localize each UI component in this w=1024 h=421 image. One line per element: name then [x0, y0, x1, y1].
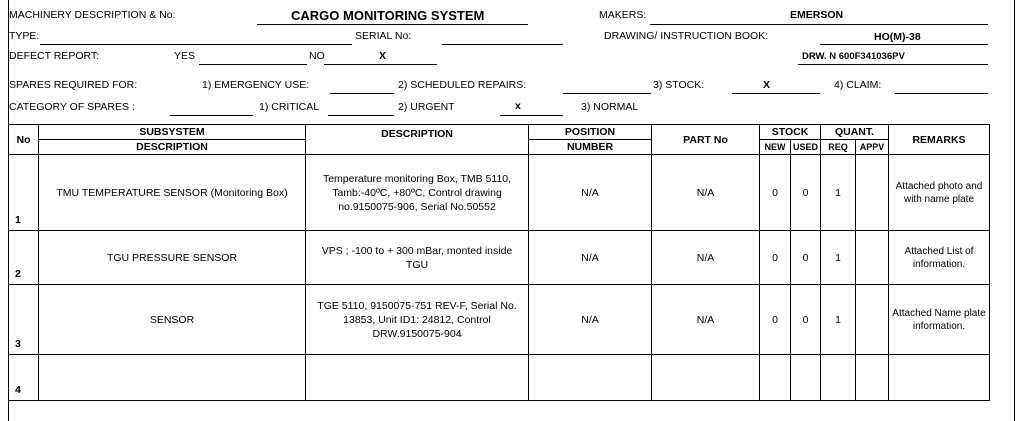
row-number: 1 [9, 155, 39, 231]
defect-label: DEFECT REPORT: [9, 50, 100, 62]
stock-used-cell [791, 355, 821, 401]
remarks-cell: Attached Name plate information. [889, 285, 990, 355]
serial-label: SERIAL No: [355, 30, 412, 42]
subsystem-cell [39, 355, 306, 401]
defect-no-mark: X [379, 50, 387, 62]
emergency-label: 1) EMERGENCY USE: [202, 79, 310, 91]
drawing-value: HO(M)-38 [874, 31, 921, 43]
form-right-border [1014, 0, 1015, 421]
yes-underline [199, 64, 307, 65]
critical-underline [328, 115, 394, 116]
col-stock-header: STOCK [760, 125, 821, 140]
row-number: 4 [9, 355, 39, 401]
stock-new-cell [760, 355, 791, 401]
drawing-underline [820, 44, 988, 45]
category-underline [170, 115, 253, 116]
stock-used-cell: 0 [791, 285, 821, 355]
col-position-header: POSITION [529, 125, 652, 140]
quant-appv-cell [856, 285, 889, 355]
col-subsystem-header-2: DESCRIPTION [39, 140, 306, 155]
quant-req-cell [821, 355, 856, 401]
machinery-value: CARGO MONITORING SYSTEM [291, 8, 485, 23]
quant-req-cell: 1 [821, 155, 856, 231]
quant-appv-cell [856, 355, 889, 401]
quant-appv-cell [856, 155, 889, 231]
critical-label: 1) CRITICAL [259, 101, 320, 113]
row-number: 3 [9, 285, 39, 355]
makers-underline [650, 24, 988, 25]
remarks-cell: Attached photo and with name plate [889, 155, 990, 231]
col-position-header-2: NUMBER [529, 140, 652, 155]
claim-underline [895, 93, 988, 94]
normal-label: 3) NORMAL [581, 101, 639, 113]
defect-no-label: NO [309, 50, 325, 62]
partno-cell: N/A [652, 285, 760, 355]
stock-mark: X [763, 79, 771, 91]
position-cell: N/A [529, 155, 652, 231]
col-description-header: DESCRIPTION [306, 125, 529, 155]
col-new-header: NEW [760, 140, 791, 155]
table-row [9, 355, 990, 401]
remarks-cell [889, 355, 990, 401]
position-cell [529, 355, 652, 401]
partno-cell: N/A [652, 155, 760, 231]
urgent-underline [500, 115, 563, 116]
machinery-label: MACHINERY DESCRIPTION & No: [9, 9, 176, 21]
table-row [9, 155, 990, 231]
description-cell: VPS ; -100 to + 300 mBar, monted inside TGU [306, 231, 529, 285]
position-cell: N/A [529, 285, 652, 355]
col-partno-header: PART No [652, 125, 760, 155]
description-cell: Temperature monitoring Box, TMB 5110, Tamb:-40ºC, +80ºC, Control drawing no.9150075-906, Serial No.50552 [306, 155, 529, 231]
scheduled-underline [563, 93, 651, 94]
col-no-header: No [9, 125, 39, 155]
description-cell: TGE 5110, 9150075-751 REV-F, Serial No. 13853, Unit ID1: 24812, Control DRW.9150075-904 [306, 285, 529, 355]
col-appv-header: APPV [856, 140, 889, 155]
position-cell: N/A [529, 231, 652, 285]
drawing-number: DRW. N 600F341036PV [802, 51, 905, 62]
col-used-header: USED [791, 140, 821, 155]
description-cell [306, 355, 529, 401]
urgent-mark: x [515, 100, 521, 112]
col-req-header: REQ [821, 140, 856, 155]
row-number: 2 [9, 231, 39, 285]
no-underline [324, 64, 437, 65]
partno-cell: N/A [652, 231, 760, 285]
stock-used-cell: 0 [791, 231, 821, 285]
drw-underline [798, 64, 988, 65]
category-label: CATEGORY OF SPARES : [9, 101, 135, 113]
stock-used-cell: 0 [791, 155, 821, 231]
machinery-underline [257, 24, 528, 25]
stock-underline [732, 93, 820, 94]
col-quant-header: QUANT. [821, 125, 889, 140]
stock-new-cell: 0 [760, 285, 791, 355]
quant-req-cell: 1 [821, 285, 856, 355]
col-subsystem-header: SUBSYSTEM [39, 125, 306, 140]
table-row [9, 231, 990, 285]
spares-label: SPARES REQUIRED FOR: [9, 79, 138, 91]
makers-value: EMERSON [790, 9, 844, 21]
partno-cell [652, 355, 760, 401]
scheduled-label: 2) SCHEDULED REPAIRS: [398, 79, 527, 91]
defect-yes-label: YES [174, 50, 196, 62]
col-remarks-header: REMARKS [889, 125, 990, 155]
urgent-label: 2) URGENT [398, 101, 455, 113]
serial-underline [442, 44, 563, 45]
quant-appv-cell [856, 231, 889, 285]
subsystem-cell: TMU TEMPERATURE SENSOR (Monitoring Box) [39, 155, 306, 231]
makers-label: MAKERS: [599, 9, 647, 21]
remarks-cell: Attached List of information. [889, 231, 990, 285]
quant-req-cell: 1 [821, 231, 856, 285]
type-underline [40, 44, 352, 45]
subsystem-cell: TGU PRESSURE SENSOR [39, 231, 306, 285]
table-row [9, 285, 990, 355]
stock-new-cell: 0 [760, 155, 791, 231]
drawing-label: DRAWING/ INSTRUCTION BOOK: [604, 30, 769, 42]
subsystem-cell: SENSOR [39, 285, 306, 355]
type-label: TYPE: [9, 30, 40, 42]
stock-label: 3) STOCK: [653, 79, 705, 91]
stock-new-cell: 0 [760, 231, 791, 285]
emergency-underline [330, 93, 394, 94]
claim-label: 4) CLAIM: [834, 79, 882, 91]
spares-table [8, 124, 990, 401]
